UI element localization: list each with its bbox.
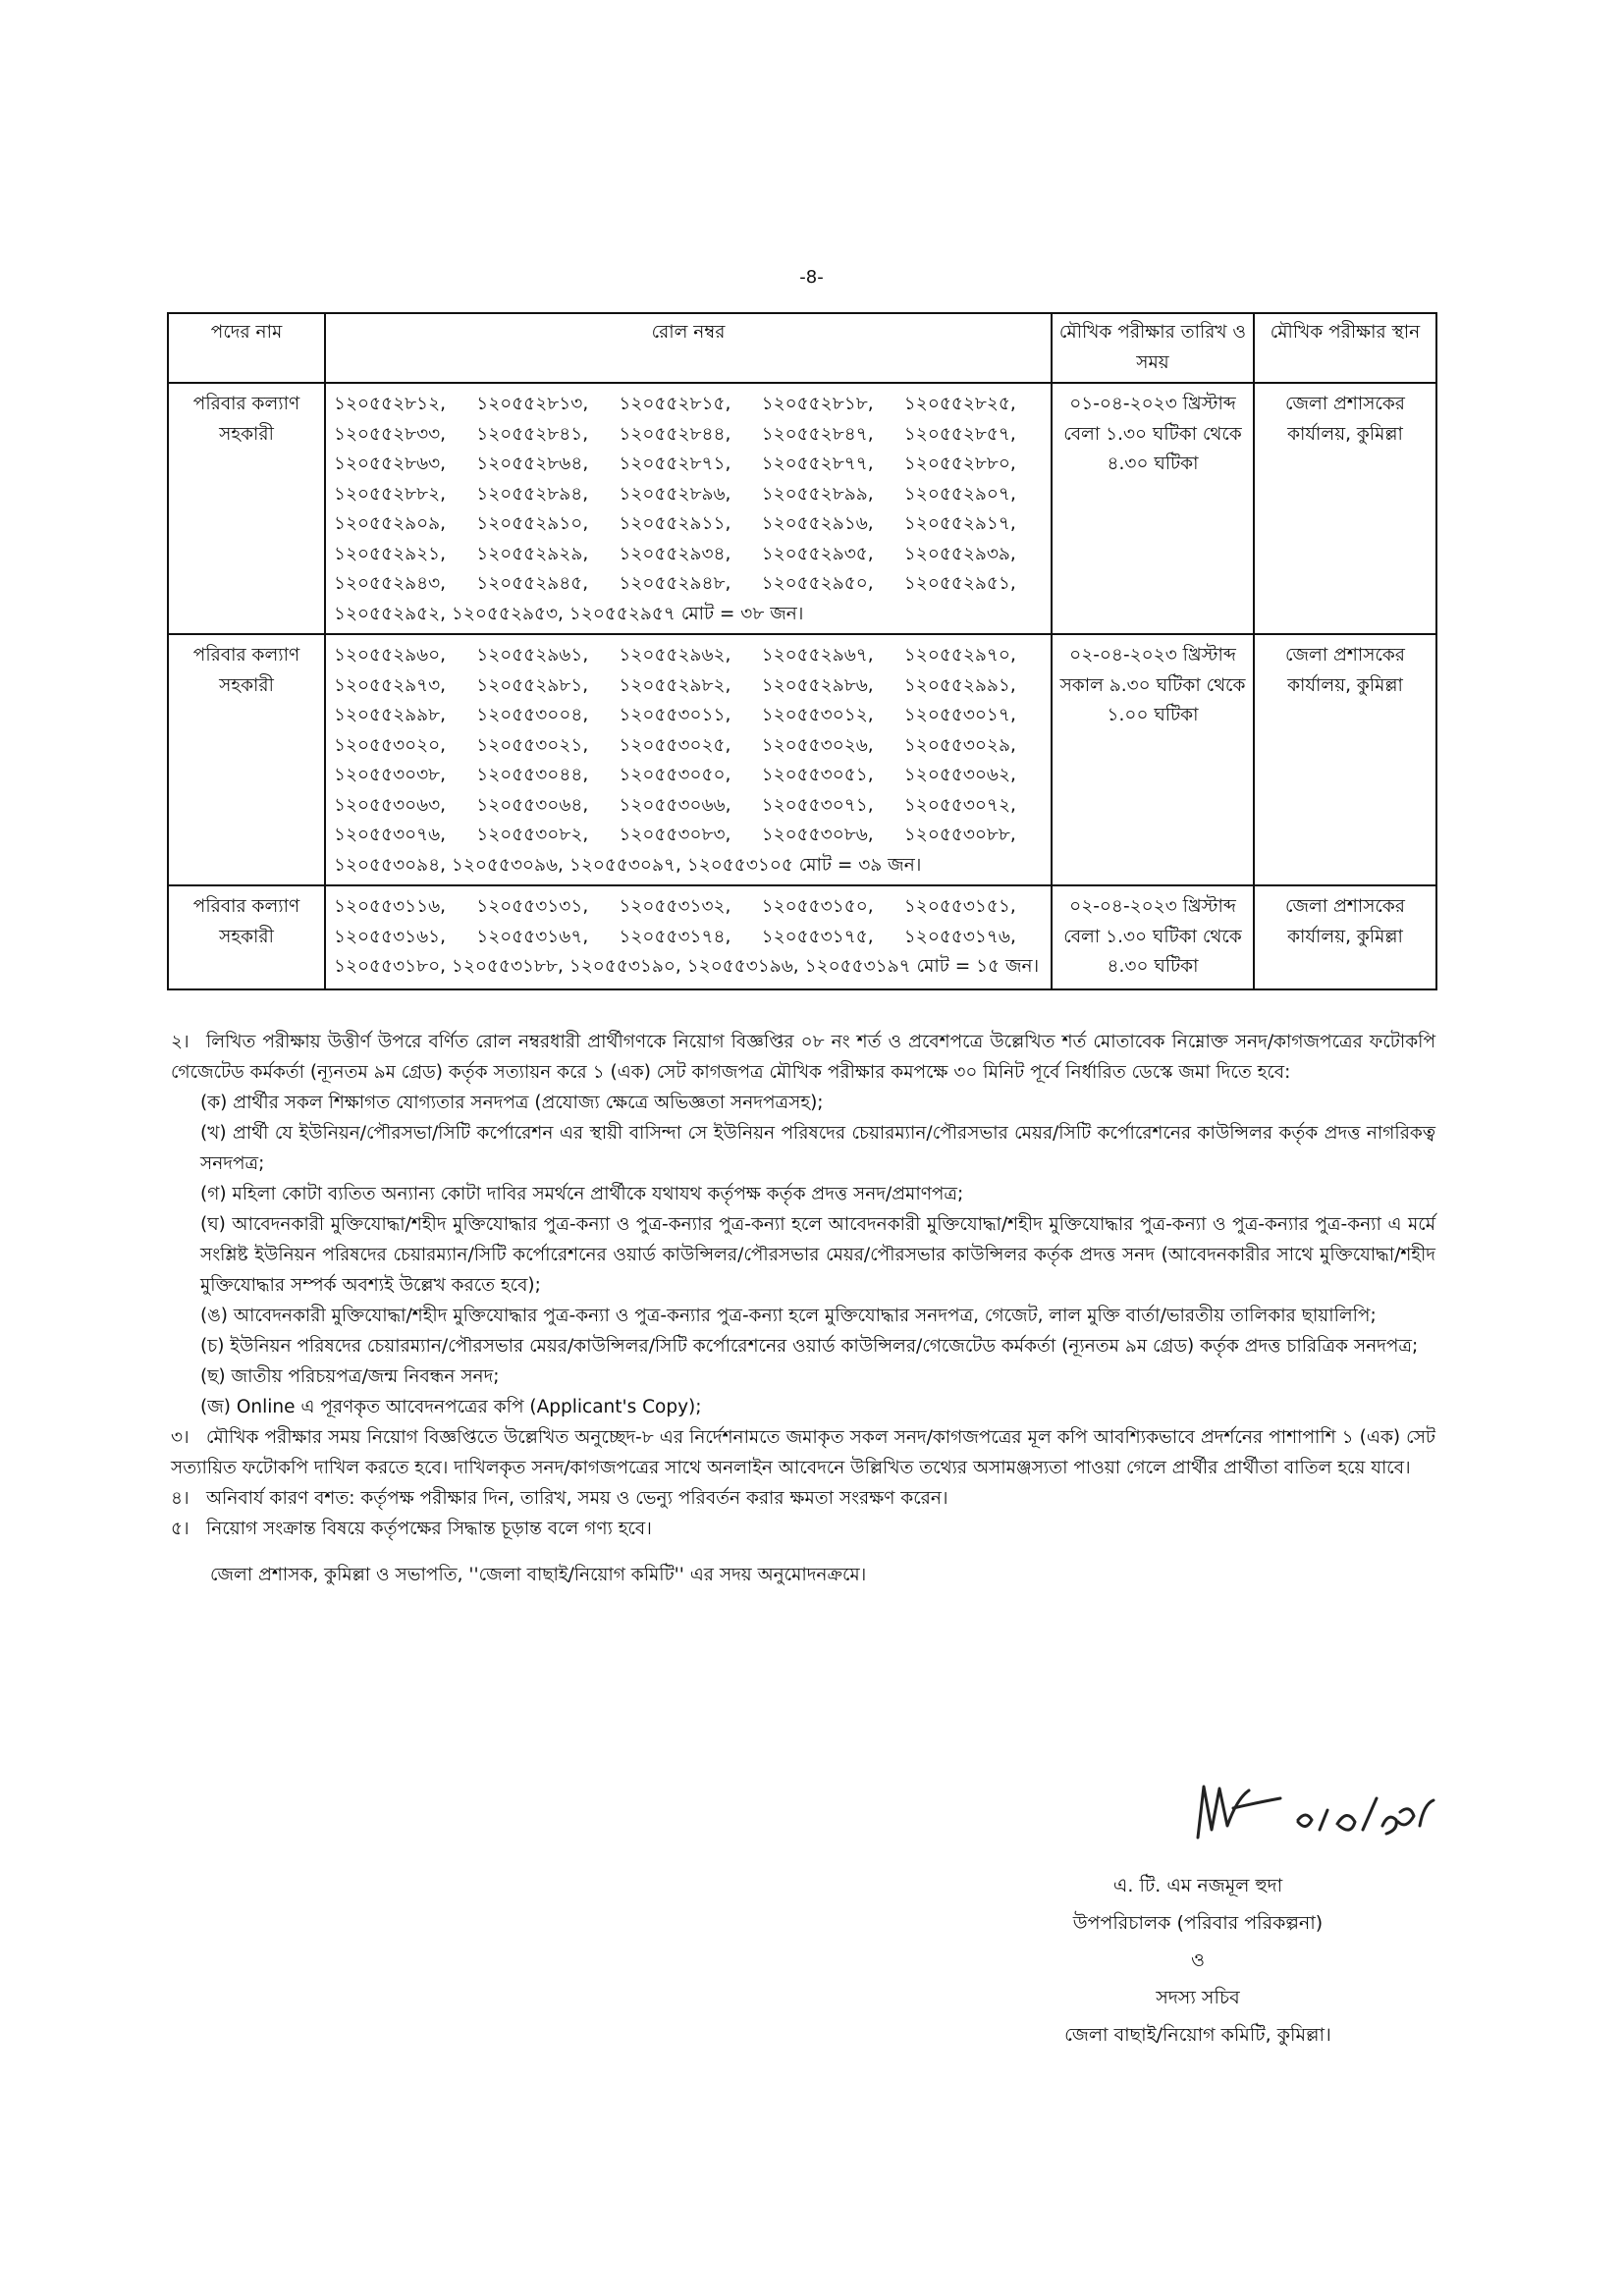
post-name-cell: পরিবার কল্যাণ সহকারী [168,383,325,634]
viva-venue-cell: জেলা প্রশাসকের কার্যালয়, কুমিল্লা [1254,383,1436,634]
table-row [168,885,1436,989]
paragraph-number: ৩। [171,1427,189,1448]
viva-schedule-table [167,312,1437,990]
roll-number: ১২০৫৫৩০৮৬, [761,825,874,845]
paragraph-2 [171,1027,1435,1088]
roll-number: ১২০৫৫২৯৩৫, [761,543,874,564]
roll-number: ১২০৫৫৩১৩১, [476,896,589,917]
table-row [168,383,1436,634]
viva-date-cell: ০২-০৪-২০২৩ খ্রিস্টাব্দ বেলা ১.৩০ ঘটিকা থেকে ৪.৩০ ঘটিকা [1052,885,1254,989]
roll-number: ১২০৫৫২৯০৯, [334,513,447,534]
body-text [171,1027,1435,1590]
paragraph-number: ২। [171,1032,189,1052]
paragraph-text: নিয়োগ সংক্রান্ত বিষয়ে কর্তৃপক্ষের সিদ্ধান্ত চূড়ান্ত বলে গণ্য হবে। [206,1519,652,1539]
post-name-cell: পরিবার কল্যাণ সহকারী [168,634,325,885]
roll-number: ১২০৫৫২৯২৯, [476,543,589,564]
roll-number: ১২০৫৫২৯৪৫, [476,573,589,594]
roll-number: ১২০৫৫২৮১৩, [476,394,589,414]
roll-number: ১২০৫৫২৮১৫, [619,394,731,414]
roll-number: ১২০৫৫৩১৫০, [761,896,874,917]
roll-number: ১২০৫৫২৮৪৭, [761,423,874,445]
roll-number: ১২০৫৫৩০৮৩, [619,825,731,845]
roll-number: ১২০৫৫৩০৫০, [619,765,731,785]
roll-number: ১২০৫৫২৯৬১, [476,645,589,666]
roll-number: ১২০৫৫২৯১৭, [903,513,1016,534]
table-row [168,634,1436,885]
roll-number: ১২০৫৫৩১১৬, [334,896,447,917]
roll-number: ১২০৫৫২৮২৫, [903,394,1016,414]
table-header-row [168,313,1436,383]
viva-date-cell: ০১-০৪-২০২৩ খ্রিস্টাব্দ বেলা ১.৩০ ঘটিকা থেকে ৪.৩০ ঘটিকা [1052,383,1254,634]
signatory-name: এ. টি. এম নজমূল হুদা [1112,1875,1283,1896]
roll-number: ১২০৫৫৩১৩২, [619,896,731,917]
roll-number: ১২০৫৫৩০১২, [761,705,874,725]
roll-number: ১২০৫৫২৮৪৪, [619,423,731,445]
roll-number: ১২০৫৫২৯৫০, [761,573,874,594]
roll-number: ১২০৫৫৩১৭৬, [903,926,1016,947]
roll-number-total: ১২০৫৫২৯৫২, ১২০৫৫২৯৫৩, ১২০৫৫২৯৫৭ মোট = ৩৮ জন। [334,603,804,624]
roll-number-list [334,641,1043,851]
header-post: পদের নাম [168,313,325,383]
roll-numbers-cell [325,885,1052,989]
roll-number: ১২০৫৫২৯৬০, [334,645,447,666]
roll-number: ১২০৫৫৩১৭৫, [761,926,874,947]
roll-number: ১২০৫৫৩০৭৬, [334,825,447,845]
roll-number-list [334,892,1043,952]
roll-number: ১২০৫৫৩১৬১, [334,926,447,947]
roll-number: ১২০৫৫৩০৬২, [903,765,1016,785]
signatory-role: সদস্য সচিব [1156,1987,1240,2008]
roll-number: ১২০৫৫৩০২১, [476,734,589,756]
page-number: -8- [799,267,824,288]
roll-number: ১২০৫৫৩০০৪, [476,705,589,725]
paragraph-4 [171,1483,1435,1514]
roll-number: ১২০৫৫৩০৮২, [476,825,589,845]
roll-number: ১২০৫৫২৯৮২, [619,674,731,696]
viva-venue-cell: জেলা প্রশাসকের কার্যালয়, কুমিল্লা [1254,634,1436,885]
roll-number: ১২০৫৫৩০৭২, [903,794,1016,816]
roll-number: ১২০৫৫২৯৬২, [619,645,731,666]
handwritten-signature [1190,1769,1445,1857]
roll-number: ১২০৫৫৩০২৫, [619,734,731,756]
viva-date-cell: ০২-০৪-২০২৩ খ্রিস্টাব্দ সকাল ৯.৩০ ঘটিকা থেকে ১.০০ ঘটিকা [1052,634,1254,885]
roll-number: ১২০৫৫২৯৮৬, [761,674,874,696]
roll-number: ১২০৫৫২৯৬৭, [761,645,874,666]
roll-number: ১২০৫৫২৮৮০, [903,454,1016,474]
roll-number: ১২০৫৫৩০৬৬, [619,794,731,816]
paragraph-3 [171,1422,1435,1483]
paragraph-number: ৫। [171,1519,189,1539]
roll-number: ১২০৫৫২৯৪৩, [334,573,447,594]
roll-number: ১২০৫৫২৯২১, [334,543,447,564]
header-date: মৌখিক পরীক্ষার তারিখ ও সময় [1052,313,1254,383]
roll-number: ১২০৫৫২৮৯৯, [761,483,874,505]
paragraph-number: ৪। [171,1488,189,1509]
roll-number: ১২০৫৫২৯৭০, [903,645,1016,666]
roll-number: ১২০৫৫২৯৮১, [476,674,589,696]
roll-number: ১২০৫৫৩০১১, [619,705,731,725]
post-name-cell: পরিবার কল্যাণ সহকারী [168,885,325,989]
roll-number: ১২০৫৫২৮১৮, [761,394,874,414]
roll-number: ১২০৫৫৩১৬৭, [476,926,589,947]
roll-numbers-cell [325,383,1052,634]
paragraph-text: মৌখিক পরীক্ষার সময় নিয়োগ বিজ্ঞপ্তিতে উল্লেখিত অনুচ্ছেদ-৮ এর নির্দেশনামতে জমাকৃত সকল সনদ/কাগজপত্রের মূল কপি আবশ্যিকভাবে প্রদর্শনের পাশাপাশি ১ (এক) সেট সত্যায়িত ফটোকপি দাখিল করতে হবে। দাখিলকৃত সনদ/কাগজপত্রের সাথে অনলাইন আবেদনে উল্লিখিত তথ্যের অসামঞ্জস্যতা পাওয়া গেলে প্রার্থীর প্রার্থীতা বাতিল হয়ে যাবে। [171,1427,1435,1478]
roll-number: ১২০৫৫২৮৬৪, [476,454,589,474]
list-item: (খ) প্রার্থী যে ইউনিয়ন/পৌরসভা/সিটি কর্পোরেশন এর স্থায়ী বাসিন্দা সে ইউনিয়ন পরিষদের চেয়ারম্যান/পৌরসভার মেয়র/সিটি কর্পোরেশনের কাউন্সিলর কর্তৃক প্রদত্ত নাগরিকত্ব সনদপত্র; [200,1123,1435,1174]
paragraph-text: লিখিত পরীক্ষায় উত্তীর্ণ উপরে বর্ণিত রোল নম্বরধারী প্রার্থীগণকে নিয়োগ বিজ্ঞপ্তির ০৮ নং শর্ত ও প্রবেশপত্রে উল্লেখিত শর্ত মোতাবেক নিম্নোক্ত সনদ/কাগজপত্রের ফটোকপি গেজেটেড কর্মকর্তা (ন্যূনতম ৯ম গ্রেড) কর্তৃক সত্যায়ন করে ১ (এক) সেট কাগজপত্র মৌখিক পরীক্ষার কমপক্ষে ৩০ মিনিট পূর্বে নির্ধারিত ডেস্কে জমা দিতে হবে: [171,1032,1435,1083]
roll-number: ১২০৫৫২৯৫১, [903,573,1016,594]
roll-number: ১২০৫৫২৮৭১, [619,454,731,474]
roll-number: ১২০৫৫৩১৭৪, [619,926,731,947]
roll-number: ১২০৫৫২৮১২, [334,394,447,414]
roll-number-total: ১২০৫৫৩১৮০, ১২০৫৫৩১৮৮, ১২০৫৫৩১৯০, ১২০৫৫৩১৯৬, ১২০৫৫৩১৯৭ মোট = ১৫ জন। [334,956,1040,977]
header-venue: মৌখিক পরীক্ষার স্থান [1254,313,1436,383]
signatory-committee: জেলা বাছাই/নিয়োগ কমিটি, কুমিল্লা। [1064,2024,1331,2046]
roll-number: ১২০৫৫৩০৪৪, [476,765,589,785]
roll-number: ১২০৫৫২৯১০, [476,513,589,534]
list-item: (চ) ইউনিয়ন পরিষদের চেয়ারম্যান/পৌরসভার মেয়র/কাউন্সিলর/সিটি কর্পোরেশনের ওয়ার্ড কাউন্সিলর/গেজেটেড কর্মকর্তা (ন্যূনতম ৯ম গ্রেড) কর্তৃক প্রদত্ত চারিত্রিক সনদপত্র; [200,1336,1419,1357]
viva-venue-cell: জেলা প্রশাসকের কার্যালয়, কুমিল্লা [1254,885,1436,989]
roll-number: ১২০৫৫৩০৩৮, [334,765,447,785]
list-item: (ঘ) আবেদনকারী মুক্তিযোদ্ধা/শহীদ মুক্তিযোদ্ধার পুত্র-কন্যা ও পুত্র-কন্যার পুত্র-কন্যা হলে আবেদনকারী মুক্তিযোদ্ধা/শহীদ মুক্তিযোদ্ধার পুত্র-কন্যা ও পুত্র-কন্যার পুত্র-কন্যা এ মর্মে সংশ্লিষ্ট ইউনিয়ন পরিষদের চেয়ারম্যান/সিটি কর্পোরেশনের ওয়ার্ড কাউন্সিলর/পৌরসভার মেয়র/পৌরসভার কাউন্সিলর কর্তৃক প্রদত্ত সনদ (আবেদনকারীর সাথে মুক্তিযোদ্ধা/শহীদ মুক্তিযোদ্ধার সম্পর্ক অবশ্যই উল্লেখ করতে হবে); [200,1214,1435,1296]
roll-number: ১২০৫৫৩০১৭, [903,705,1016,725]
roll-number: ১২০৫৫২৮৯৪, [476,483,589,505]
roll-number: ১২০৫৫৩০৬৪, [476,794,589,816]
list-item: (ঙ) আবেদনকারী মুক্তিযোদ্ধা/শহীদ মুক্তিযোদ্ধার পুত্র-কন্যা ও পুত্র-কন্যার পুত্র-কন্যা হলে মুক্তিযোদ্ধার সনদপত্র, গেজেট, লাল মুক্তি বার্তা/ভারতীয় তালিকার ছায়ালিপি; [200,1306,1377,1326]
paragraph-5 [171,1514,1435,1544]
roll-number: ১২০৫৫২৯৩৯, [903,543,1016,564]
signatory-designation: উপপরিচালক (পরিবার পরিকল্পনা) [1072,1912,1324,1934]
signatory-conjunction: ও [1191,1949,1205,1971]
roll-number-list [334,390,1043,600]
roll-number: ১২০৫৫২৮৭৭, [761,454,874,474]
roll-number: ১২০৫৫২৯১১, [619,513,731,534]
roll-number: ১২০৫৫২৯৩৪, [619,543,731,564]
approval-note: জেলা প্রশাসক, কুমিল্লা ও সভাপতি, ''জেলা বাছাই/নিয়োগ কমিটি'' এর সদয় অনুমোদনক্রমে। [210,1565,867,1585]
roll-number: ১২০৫৫৩০৬৩, [334,794,447,816]
roll-number: ১২০৫৫৩০৭১, [761,794,874,816]
roll-number: ১২০৫৫৩০৫১, [761,765,874,785]
roll-number: ১২০৫৫২৯১৬, [761,513,874,534]
roll-number: ১২০৫৫২৮৯৬, [619,483,731,505]
roll-number: ১২০৫৫২৯৭৩, [334,674,447,696]
list-item: (ছ) জাতীয় পরিচয়পত্র/জন্ম নিবন্ধন সনদ; [200,1366,500,1387]
roll-number: ১২০৫৫৩০২০, [334,734,447,756]
header-roll: রোল নম্বর [325,313,1052,383]
roll-number: ১২০৫৫২৯৯৮, [334,705,446,725]
roll-number: ১২০৫৫২৮৮২, [334,483,447,505]
list-item: (ক) প্রার্থীর সকল শিক্ষাগত যোগ্যতার সনদপত্র (প্রযোজ্য ক্ষেত্রে অভিজ্ঞতা সনদপত্রসহ); [200,1093,824,1113]
roll-numbers-cell [325,634,1052,885]
roll-number: ১২০৫৫৩০২৯, [903,734,1016,756]
roll-number: ১২০৫৫২৯৯১, [903,674,1016,696]
roll-number: ১২০৫৫৩০৮৮, [903,825,1016,845]
roll-number: ১২০৫৫২৮৪১, [476,423,589,445]
roll-number: ১২০৫৫৩১৫১, [903,896,1016,917]
document-list [171,1088,1435,1422]
signatory-block [1011,1867,1384,2054]
list-item: (গ) মহিলা কোটা ব্যতিত অন্যান্য কোটা দাবির সমর্থনে প্রার্থীকে যথাযথ কর্তৃপক্ষ কর্তৃক প্রদত্ত সনদ/প্রমাণপত্র; [200,1184,964,1204]
roll-number: ১২০৫৫২৯৪৮, [619,573,731,594]
list-item: (জ) Online এ পূরণকৃত আবেদনপত্রের কপি (Applicant's Copy); [200,1397,702,1417]
paragraph-text: অনিবার্য কারণ বশত: কর্তৃপক্ষ পরীক্ষার দিন, তারিখ, সময় ও ভেন্যু পরিবর্তন করার ক্ষমতা সংরক্ষণ করেন। [206,1488,948,1509]
roll-number: ১২০৫৫২৮৫৭, [903,423,1016,445]
roll-number: ১২০৫৫৩০২৬, [761,734,874,756]
roll-number: ১২০৫৫২৮৬৩, [334,454,447,474]
roll-number: ১২০৫৫২৯০৭, [903,483,1016,505]
roll-number: ১২০৫৫২৮৩৩, [334,423,447,445]
roll-number-total: ১২০৫৫৩০৯৪, ১২০৫৫৩০৯৬, ১২০৫৫৩০৯৭, ১২০৫৫৩১০৫ মোট = ৩৯ জন। [334,854,922,876]
